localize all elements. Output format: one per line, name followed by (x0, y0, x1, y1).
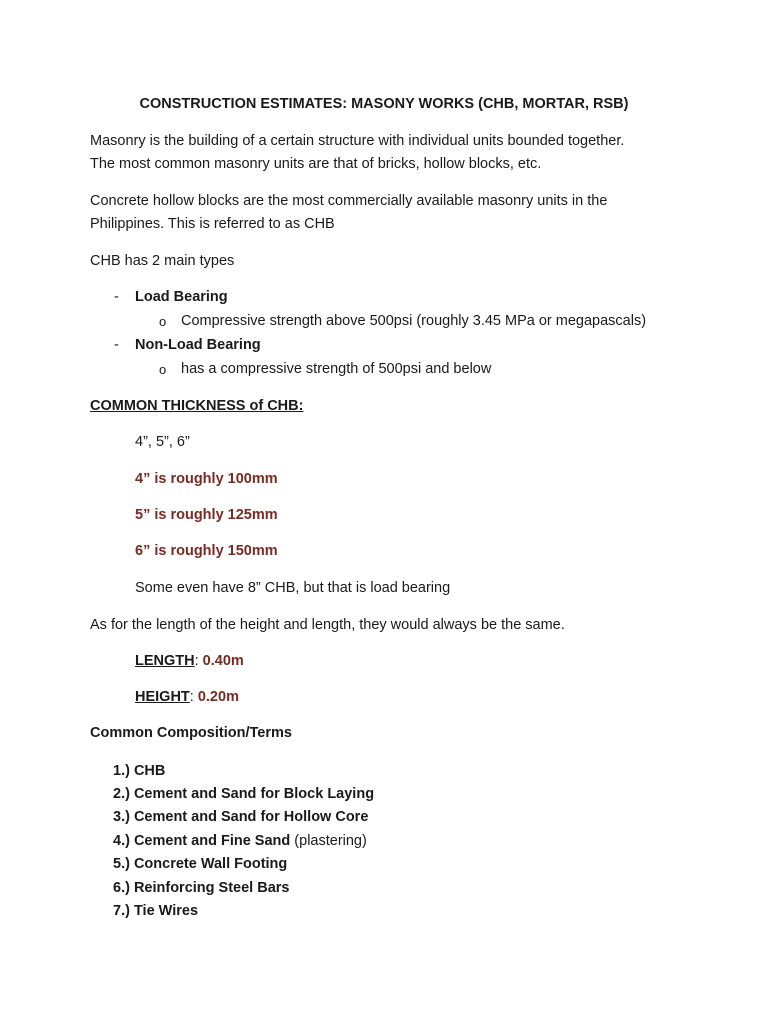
type-bullet: - (114, 289, 119, 305)
sub-bullet: o (159, 362, 167, 377)
composition-item (113, 808, 368, 826)
sub-bullet: o (159, 314, 167, 329)
document-title: CONSTRUCTION ESTIMATES: MASONY WORKS (CHB, MORTAR, RSB) (139, 96, 629, 112)
label-separator: : (189, 689, 194, 705)
item-number: 4.) (113, 833, 130, 849)
height-value: 0.20m (197, 689, 239, 705)
item-text: CHB (133, 763, 166, 779)
composition-item (113, 902, 198, 920)
composition-item (113, 832, 367, 850)
length-label: LENGTH (135, 653, 195, 669)
dimensions-intro: As for the length of the height and length, they would always be the same. (90, 617, 565, 633)
type-name-non-load-bearing: Non-Load Bearing (135, 337, 261, 353)
types-heading: CHB has 2 main types (90, 253, 235, 269)
item-text: Tie Wires (133, 903, 199, 919)
item-number: 3.) (113, 809, 130, 825)
item-text: Reinforcing Steel Bars (133, 880, 290, 896)
item-number: 5.) (113, 856, 130, 872)
type-detail-load-bearing: Compressive strength above 500psi (roughly 3.45 MPa or megapascals) (181, 313, 647, 329)
item-text: Concrete Wall Footing (133, 856, 288, 872)
item-text: Cement and Fine Sand (133, 833, 291, 849)
intro-line-1: Masonry is the building of a certain structure with individual units bounded together. (90, 133, 625, 149)
intro-line-2: The most common masonry units are that of bricks, hollow blocks, etc. (90, 156, 542, 172)
chb-intro-line-2: Philippines. This is referred to as CHB (90, 216, 335, 232)
item-text: Cement and Sand for Block Laying (133, 786, 375, 802)
item-number: 6.) (113, 880, 130, 896)
item-extra: (plastering) (294, 833, 367, 849)
type-detail-non-load-bearing: has a compressive strength of 500psi and below (181, 361, 492, 377)
item-number: 1.) (113, 763, 130, 779)
composition-item (113, 785, 374, 803)
composition-heading: Common Composition/Terms (90, 725, 292, 741)
chb-intro-line-1: Concrete hollow blocks are the most commercially available masonry units in the (90, 193, 608, 209)
length-row (135, 652, 244, 670)
composition-item (113, 879, 289, 897)
type-name-load-bearing: Load Bearing (135, 289, 228, 305)
thickness-conversion-5in: 5” is roughly 125mm (135, 507, 278, 523)
composition-item (113, 762, 165, 780)
label-separator: : (194, 653, 199, 669)
item-number: 2.) (113, 786, 130, 802)
type-bullet: - (114, 337, 119, 353)
thickness-conversion-4in: 4” is roughly 100mm (135, 471, 278, 487)
thickness-note: Some even have 8” CHB, but that is load bearing (135, 580, 451, 596)
thickness-conversion-6in: 6” is roughly 150mm (135, 543, 278, 559)
thickness-values: 4”, 5”, 6” (135, 434, 190, 450)
height-row (135, 688, 239, 706)
item-text: Cement and Sand for Hollow Core (133, 809, 369, 825)
height-label: HEIGHT (135, 689, 190, 705)
item-number: 7.) (113, 903, 130, 919)
length-value: 0.40m (202, 653, 244, 669)
composition-item (113, 855, 287, 873)
thickness-heading: COMMON THICKNESS of CHB: (90, 398, 304, 414)
